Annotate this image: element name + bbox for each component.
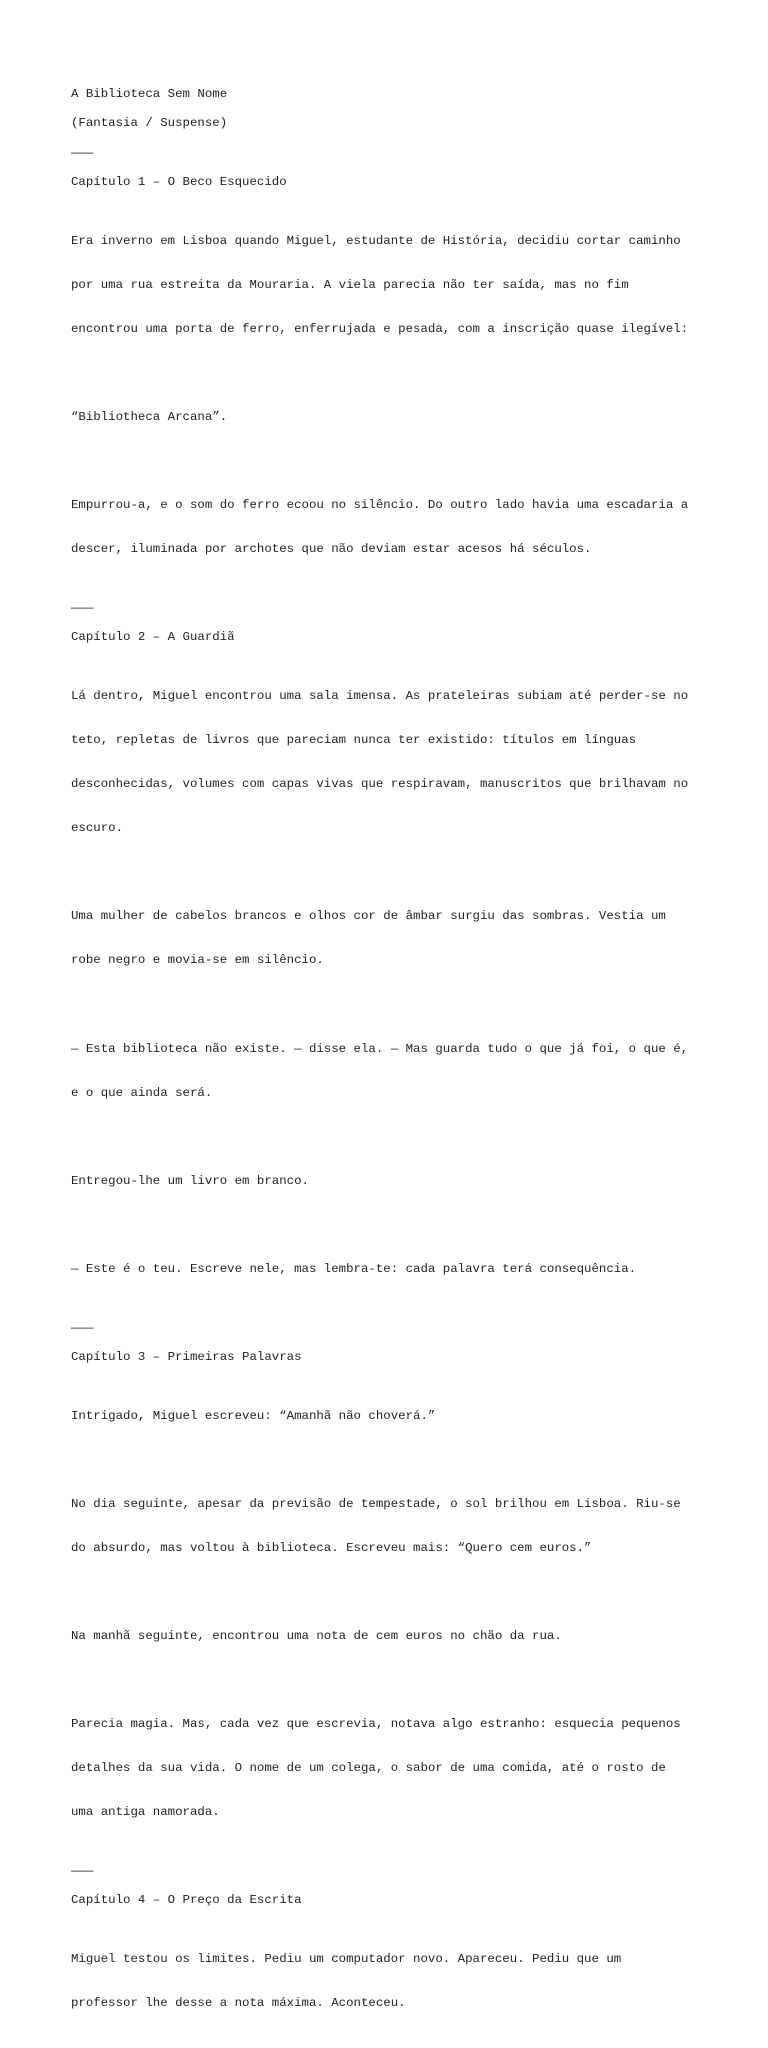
section-separator: ———: [71, 1320, 94, 1335]
chapter-heading: Capítulo 3 – Primeiras Palavras: [71, 1349, 302, 1364]
text-line: encontrou uma porta de ferro, enferrujada e pesada, com a inscrição quase ilegível:: [71, 321, 689, 336]
paragraph: [71, 1688, 711, 1850]
paragraph: [71, 1012, 711, 1130]
text-line: robe negro e movia-se em silêncio.: [71, 953, 324, 968]
document-title: A Biblioteca Sem Nome: [71, 87, 228, 101]
paragraph: [71, 204, 711, 366]
section-separator: ———: [71, 145, 94, 160]
paragraph: [71, 469, 711, 587]
paragraph: [71, 659, 711, 865]
document-body: [71, 87, 711, 2048]
text-line: Empurrou-a, e o som do ferro ecoou no silêncio. Do outro lado havia uma escadaria a: [71, 498, 689, 513]
text-line: — Este é o teu. Escreve nele, mas lembra-te: cada palavra terá consequência.: [71, 1261, 637, 1276]
chapter-heading: Capítulo 4 – O Preço da Escrita: [71, 1893, 302, 1908]
paragraph: [71, 1232, 711, 1306]
text-line: por uma rua estreita da Mouraria. A viela parecia não ter saída, mas no fim: [71, 277, 629, 292]
text-line: Na manhã seguinte, encontrou uma nota de cem euros no chão da rua.: [71, 1628, 562, 1643]
text-line: uma antiga namorada.: [71, 1805, 220, 1820]
paragraph: [71, 1922, 711, 2040]
paragraph: [71, 1467, 711, 1585]
section-separator: ———: [71, 600, 94, 615]
paragraph: [71, 1144, 711, 1218]
text-line: desconhecidas, volumes com capas vivas que respiravam, manuscritos que brilhavam no: [71, 777, 689, 792]
paragraph: [71, 1599, 711, 1673]
text-line: detalhes da sua vida. O nome de um colega, o sabor de uma comida, até o rosto de: [71, 1761, 666, 1776]
chapter-heading: Capítulo 1 – O Beco Esquecido: [71, 174, 287, 189]
text-line: “Bibliotheca Arcana”.: [71, 409, 228, 424]
text-line: Miguel testou os limites. Pediu um computador novo. Apareceu. Pediu que um: [71, 1951, 622, 1966]
text-line: do absurdo, mas voltou à biblioteca. Escreveu mais: “Quero cem euros.”: [71, 1540, 592, 1555]
text-line: escuro.: [71, 821, 124, 836]
text-line: No dia seguinte, apesar da previsão de tempestade, o sol brilhou em Lisboa. Riu-se: [71, 1496, 681, 1511]
text-line: Uma mulher de cabelos brancos e olhos cor de âmbar surgiu das sombras. Vestia um: [71, 909, 666, 924]
text-line: descer, iluminada por archotes que não deviam estar acesos há séculos.: [71, 542, 592, 557]
text-line: Parecia magia. Mas, cada vez que escrevia, notava algo estranho: esquecia pequenos: [71, 1716, 681, 1731]
paragraph: [71, 880, 711, 998]
text-line: — Esta biblioteca não existe. — disse ela. — Mas guarda tudo o que já foi, o que é,: [71, 1041, 689, 1056]
text-line: teto, repletas de livros que pareciam nunca ter existido: títulos em línguas: [71, 732, 637, 747]
text-line: Intrigado, Miguel escreveu: “Amanhã não choverá.”: [71, 1408, 436, 1423]
text-line: Era inverno em Lisboa quando Miguel, estudante de História, decidiu cortar caminho: [71, 233, 681, 248]
chapter-heading: Capítulo 2 – A Guardiã: [71, 630, 235, 645]
document-genre: (Fantasia / Suspense): [71, 116, 228, 131]
text-line: e o que ainda será.: [71, 1085, 213, 1100]
text-line: Entregou-lhe um livro em branco.: [71, 1173, 309, 1188]
paragraph: [71, 1379, 711, 1453]
text-line: professor lhe desse a nota máxima. Aconteceu.: [71, 1996, 406, 2010]
section-separator: ———: [71, 1863, 94, 1878]
text-line: Lá dentro, Miguel encontrou uma sala imensa. As prateleiras subiam até perder-se no: [71, 688, 689, 703]
paragraph: [71, 381, 711, 455]
